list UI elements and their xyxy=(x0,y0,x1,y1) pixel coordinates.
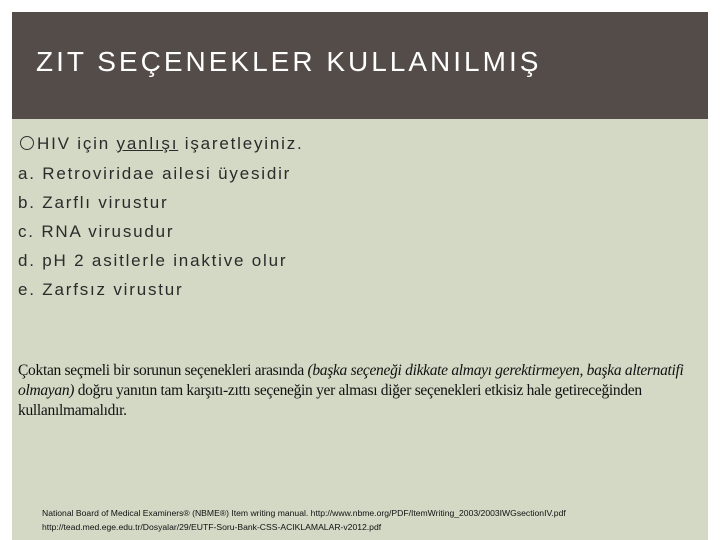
option-b: b. Zarflı virustur xyxy=(18,193,169,212)
question-prefix: HIV için xyxy=(37,134,110,153)
slide xyxy=(12,12,708,540)
option-d: d. pH 2 asitlerle inaktive olur xyxy=(18,251,288,270)
option-a: a. Retroviridae ailesi üyesidir xyxy=(18,164,292,183)
explanation-part1: Çoktan seçmeli bir sorunun seçenekleri arasında xyxy=(18,362,308,379)
circle-bullet-icon xyxy=(20,136,34,150)
explanation-text xyxy=(18,361,694,421)
title-bar xyxy=(12,12,708,119)
explanation-part2: doğru yanıtın tam karşıtı-zıttı seçeneğin yer alması diğer seçenekleri etkisiz hale getireceğinden kullanılmamalıdır. xyxy=(18,382,642,419)
question-underlined-word: yanlışı xyxy=(116,134,179,153)
option-e: e. Zarfsız virustur xyxy=(18,280,184,299)
question-suffix: işaretleyiniz. xyxy=(184,134,304,153)
options-list xyxy=(18,163,291,308)
reference-2: http://tead.med.ege.edu.tr/Dosyalar/29/EUTF-Soru-Bank-CSS-ACIKLAMALAR-v2012.pdf xyxy=(42,522,382,532)
option-c: c. RNA virusudur xyxy=(18,222,175,241)
explanation-italic: (başka seçeneği dikkate almayı gerektirmeyen, başka alternatifi olmayan) xyxy=(18,362,684,399)
reference-1: National Board of Medical Examiners® (NBME®) Item writing manual. http://www.nbme.org/PDF/ItemWriting_2003/2003IWGsectionIV.pdf xyxy=(42,508,566,518)
references xyxy=(42,506,566,534)
slide-title: ZIT SEÇENEKLER KULLANILMIŞ xyxy=(36,46,542,77)
question xyxy=(20,134,304,154)
